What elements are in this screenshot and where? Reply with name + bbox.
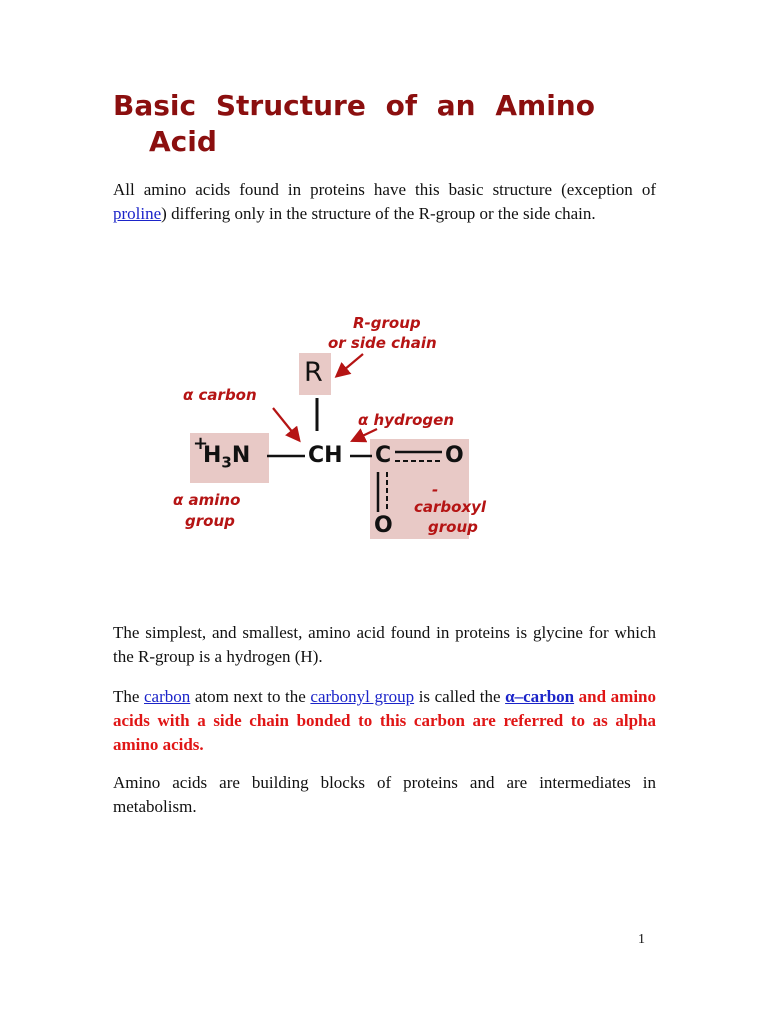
carboxyl-carbon-atom: C: [375, 443, 392, 468]
oxygen-right-atom: O: [445, 443, 464, 468]
hydrogen-atom: H: [203, 443, 222, 468]
alpha-carbon-label: α carbon: [183, 386, 257, 404]
carbon-link[interactable]: carbon: [144, 687, 191, 706]
alpha-hydrogen-label: α hydrogen: [358, 411, 455, 429]
carboxyl-charge-label: -: [432, 481, 439, 499]
amino-acid-structure-diagram: [170, 305, 510, 545]
page-number: 1: [638, 932, 645, 947]
alpha-text-mid-1: atom next to the: [190, 687, 311, 706]
positive-charge: +: [193, 433, 209, 454]
intro-text-end: ) differing only in the structure of the R-group or the side chain.: [161, 204, 596, 223]
r-group-label: R-group: [353, 314, 421, 332]
building-blocks-paragraph: Amino acids are building blocks of proteins and are intermediates in metabolism.: [113, 773, 656, 816]
amino-group-label: group: [185, 512, 235, 530]
title-line-2: Acid: [149, 125, 217, 158]
alpha-amino-label: α amino: [173, 491, 241, 509]
intro-paragraph: [113, 178, 656, 226]
subscript-three: 3: [221, 453, 232, 472]
proline-link[interactable]: proline: [113, 204, 162, 223]
r-group-arrow: [338, 354, 363, 375]
side-chain-label: or side chain: [328, 334, 437, 352]
glycine-paragraph: The simplest, and smallest, amino acid found in proteins is glycine for which the R-group is a hydrogen (H).: [113, 623, 656, 666]
nitrogen-atom: N: [231, 443, 251, 468]
alpha-carbon-paragraph: [113, 685, 656, 757]
r-atom: R: [304, 357, 323, 388]
ammonium-atoms: [203, 443, 251, 472]
title-line-1: Basic Structure of an Amino: [113, 89, 595, 122]
alpha-hydrogen-arrow: [354, 429, 377, 440]
page-title: [113, 88, 654, 160]
carboxyl-group-label: group: [428, 518, 478, 536]
oxygen-bottom-atom: O: [374, 513, 393, 538]
alpha-carbon-link[interactable]: α–carbon: [505, 687, 575, 706]
carbonyl-group-link[interactable]: carbonyl group: [310, 687, 415, 706]
intro-text-start: All amino acids found in proteins have this basic structure (exception of: [113, 180, 656, 199]
alpha-text-mid-2: is called the: [414, 687, 506, 706]
alpha-ch-atoms: CH: [308, 443, 343, 468]
alpha-amino-acids-emphasis: and amino acids with a side chain bonded to this carbon are referred to as alpha amino acids.: [113, 687, 657, 754]
carboxyl-label: carboxyl: [414, 498, 487, 516]
alpha-text-the: The: [113, 687, 145, 706]
alpha-carbon-arrow: [273, 408, 298, 439]
